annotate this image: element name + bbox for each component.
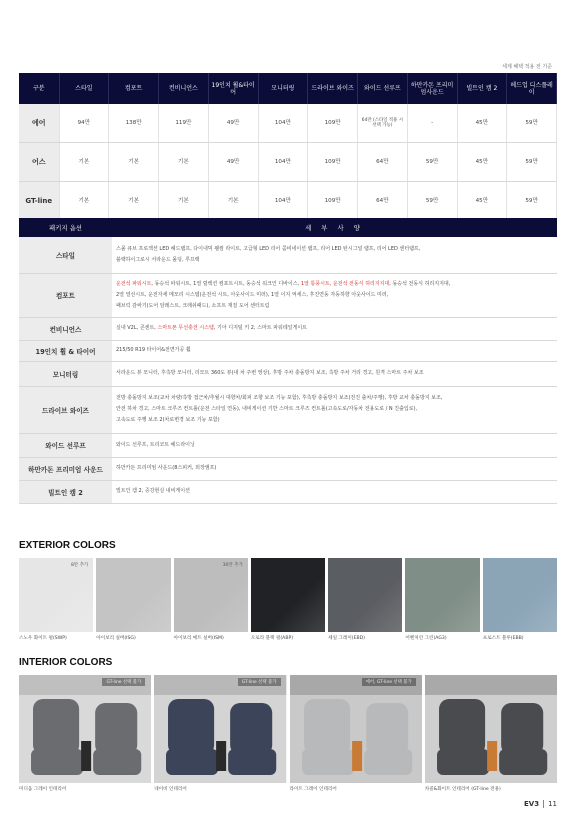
price-cell: 94만 xyxy=(59,104,109,143)
desc-line: 2열 열선시트, 운전자세 메모리 시스템(운전석 시트, 아웃사이드 미러), 1열 이지 억세스, 후진연동 자동하향 아웃사이드 미러, xyxy=(116,291,389,298)
table-row xyxy=(19,457,557,480)
interior-label: 라이트 그레이 인테리어 xyxy=(289,787,337,792)
color-swatch[interactable] xyxy=(328,558,402,641)
price-cell: 109만 xyxy=(308,104,358,143)
price-cell: 45만 xyxy=(457,143,507,182)
swatch-chip xyxy=(405,558,479,632)
table-row xyxy=(19,317,557,340)
availability-tag: 에어, GT-line 선택 불가 xyxy=(362,678,416,686)
package-desc: 215/50 R19 타이어&전면가공 휠 xyxy=(112,340,557,361)
trim-name: 에어 xyxy=(19,104,59,143)
swatch-label: 아이보리 실버(ISG) xyxy=(96,636,136,641)
color-swatch[interactable] xyxy=(405,558,479,641)
table-row xyxy=(19,433,557,457)
color-swatch[interactable] xyxy=(19,558,93,641)
price-cell: 기본 xyxy=(109,143,159,182)
col-header: 컨비니언스 xyxy=(159,73,209,104)
desc-line: 안전 하차 경고, 스마트 크루즈 컨트롤(운전 스타일 연동), 내비게이션 기반 스마트 크루즈 컨트롤(고속도로/자동차 전용도로 / N 진출입로), xyxy=(116,406,418,412)
price-cell: 59만 xyxy=(407,182,457,221)
interior-option[interactable] xyxy=(425,675,557,792)
package-desc xyxy=(112,386,557,433)
desc-line: 블랙하이그로시 서라운드 몰딩, 루프랙 xyxy=(116,256,200,263)
table-row xyxy=(19,182,557,221)
price-cell: 109만 xyxy=(308,182,358,221)
seat-illustration xyxy=(154,675,286,783)
price-cell: 49만 xyxy=(208,104,258,143)
availability-tag: GT-line 선택 불가 xyxy=(102,678,145,686)
price-cell: 59만 xyxy=(507,104,557,143)
price-cell: 64만 xyxy=(358,143,408,182)
page-number: 11 xyxy=(548,800,557,808)
model-name: EV3 xyxy=(524,800,540,808)
price-cell: 기본 xyxy=(159,182,209,221)
interior-photo xyxy=(425,675,557,783)
interior-label: 네이비 인테리어 xyxy=(154,787,187,792)
col-header: 스타일 xyxy=(59,73,109,104)
col-header: 헤드업 디스플레이 xyxy=(507,73,557,104)
trim-name: GT-line xyxy=(19,182,59,221)
package-desc: 서라운드 뷰 모니터, 후측방 모니터, 리모트 360도 뷰(내 차 주변 영상), 후방 주차 충돌방지 보조, 측방 주차 거리 경고, 원격 스마트 주차 보조 xyxy=(112,361,557,386)
exterior-swatch-list xyxy=(19,558,557,641)
footer-divider xyxy=(543,800,544,808)
package-name: 빌트인 캠 2 xyxy=(19,480,112,503)
col-header: 하만카돈 프리미엄사운드 xyxy=(407,73,457,104)
table-row xyxy=(19,273,557,317)
seat-illustration xyxy=(290,675,422,783)
col-header: 드라이브 와이즈 xyxy=(308,73,358,104)
price-cell: 138만 xyxy=(109,104,159,143)
price-cell: 59만 xyxy=(507,182,557,221)
exterior-colors-title: EXTERIOR COLORS xyxy=(19,540,116,551)
package-name: 19인치 휠 & 타이어 xyxy=(19,340,112,361)
interior-option[interactable] xyxy=(19,675,151,792)
col-header: 구분 xyxy=(19,73,59,104)
swatch-label: 프로스트 블루(EBB) xyxy=(482,636,524,641)
col-header: 모니터링 xyxy=(258,73,308,104)
package-name: 모니터링 xyxy=(19,361,112,386)
swatch-label: 어벤처린 그린(AG3) xyxy=(405,636,447,641)
highlight-text: 1열 통풍시트, 운전석 전동식 허리지지대 xyxy=(300,280,390,287)
price-cell: 119만 xyxy=(159,104,209,143)
interior-option-list xyxy=(19,675,557,792)
desc-line: 전방 충돌방지 보조(교차 차량/측방 접근차/추월시 대향차/회피 조향 보조 기능 포함), 후측방 충돌방지 보조(전진 출차/주행), 후방 교차 충돌방지 보조, xyxy=(116,395,443,401)
highlight-text: 운전석 파워시트 xyxy=(116,280,152,287)
trim-name: 어스 xyxy=(19,143,59,182)
interior-option[interactable] xyxy=(154,675,286,792)
swatch-label: 아이보리 매트 실버(ISM) xyxy=(173,636,224,641)
interior-label: 차콜&화이트 인테리어 (GT-line 전용) xyxy=(424,787,501,792)
package-header-right: 세 부 사 양 xyxy=(112,218,557,237)
price-cell: 109만 xyxy=(308,143,358,182)
package-name: 와이드 선루프 xyxy=(19,433,112,457)
package-desc: 빌트인 캠 2, 증강현실 내비게이션 xyxy=(112,480,557,503)
price-cell: - xyxy=(407,104,457,143)
price-cell: 기본 xyxy=(208,182,258,221)
page-footer xyxy=(524,800,557,808)
price-cell: 기본 xyxy=(159,143,209,182)
interior-photo xyxy=(19,675,151,783)
table-row xyxy=(19,143,557,182)
package-table xyxy=(19,218,557,504)
swatch-chip xyxy=(251,558,325,632)
table-row xyxy=(19,237,557,273)
table-row xyxy=(19,386,557,433)
price-cell: 104만 xyxy=(258,104,308,143)
package-name: 스타일 xyxy=(19,237,112,273)
package-name: 컨비니언스 xyxy=(19,317,112,340)
color-swatch[interactable] xyxy=(174,558,248,641)
desc-text: , 동승석 전동식 허리지지대, xyxy=(389,280,451,287)
desc-line xyxy=(116,279,553,290)
table-row xyxy=(19,480,557,503)
package-header-left: 패키지 옵션 xyxy=(19,218,112,237)
price-cell: 49만 xyxy=(208,143,258,182)
col-header: 19인치 휠&타이어 xyxy=(208,73,258,104)
swatch-chip xyxy=(328,558,402,632)
highlight-text: 스마트폰 무선충전 시스템 xyxy=(157,325,214,331)
price-table xyxy=(19,73,557,221)
package-desc: 하만카돈 프리미엄 사운드(8스피커, 외장앰프) xyxy=(112,457,557,480)
desc-text: , 기아 디지털 키 2, 스마트 파워테일게이트 xyxy=(213,325,307,331)
price-cell: 기본 xyxy=(59,143,109,182)
package-desc xyxy=(112,273,557,317)
price-cell: 104만 xyxy=(258,143,308,182)
swatch-chip xyxy=(96,558,170,632)
price-cell: 45만 xyxy=(457,182,507,221)
price-cell: 기본 xyxy=(109,182,159,221)
price-cell: 64만 (스타일 적용 시 선택 가능) xyxy=(358,104,408,143)
price-cell: 64만 xyxy=(358,182,408,221)
interior-colors-title: INTERIOR COLORS xyxy=(19,657,113,668)
price-cell: 104만 xyxy=(258,182,308,221)
swatch-label: 스노우 화이트 펄(SWP) xyxy=(19,636,67,641)
package-name: 드라이브 와이즈 xyxy=(19,386,112,433)
package-desc xyxy=(112,317,557,340)
desc-text: , 동승석 파워시트, 1열 릴렉션 컴포트시트, 동승석 워크인 디바이스, xyxy=(151,280,301,287)
col-header: 와이드 선루프 xyxy=(358,73,408,104)
price-cell: 59만 xyxy=(407,143,457,182)
table-row xyxy=(19,361,557,386)
desc-line: 스몰 큐브 프로젝션 LED 헤드램프, 다이내믹 웰컴 라이트, 고급형 LED 리어 콤비네이션 램프, 리어 LED 턴시그널 램프, 리어 LED 센터램프, xyxy=(116,245,421,252)
color-swatch[interactable] xyxy=(251,558,325,641)
swatch-chip xyxy=(174,558,248,632)
seat-illustration xyxy=(19,675,151,783)
price-tag: 8만 추가 xyxy=(70,563,89,568)
package-header-row xyxy=(19,218,557,237)
desc-line: 패브릭 감싸기(도어 암레스트, 크래쉬패드), 소프트 재질 도어 센터트림 xyxy=(116,302,270,309)
interior-option[interactable] xyxy=(290,675,422,792)
package-name: 하만카돈 프리미엄 사운드 xyxy=(19,457,112,480)
color-swatch[interactable] xyxy=(483,558,557,641)
price-cell: 기본 xyxy=(59,182,109,221)
swatch-chip xyxy=(19,558,93,632)
swatch-label: 셰일 그레이(EBD) xyxy=(328,636,365,641)
price-tag: 30만 추가 xyxy=(222,563,243,568)
col-header: 빌트인 캠 2 xyxy=(457,73,507,104)
package-desc: 와이드 선루프, 트리코트 헤드라이닝 xyxy=(112,433,557,457)
table-row xyxy=(19,104,557,143)
desc-line: 고속도로 주행 보조 2(차로변경 보조 기능 포함) xyxy=(116,417,220,423)
package-name: 컴포트 xyxy=(19,273,112,317)
interior-label: 미디움 그레이 인테리어 xyxy=(19,787,67,792)
interior-photo xyxy=(290,675,422,783)
price-cell: 45만 xyxy=(457,104,507,143)
swatch-chip xyxy=(483,558,557,632)
price-cell: 59만 xyxy=(507,143,557,182)
seat-illustration xyxy=(425,675,557,783)
price-note: 세제 혜택 적용 전 기준 xyxy=(502,64,552,70)
desc-text: 실내 V2L, 콘센트, xyxy=(116,325,158,331)
swatch-label: 오로라 블랙 펄(ABP) xyxy=(250,636,294,641)
price-header-row xyxy=(19,73,557,104)
table-row xyxy=(19,340,557,361)
col-header: 컴포트 xyxy=(109,73,159,104)
availability-tag: GT-line 선택 불가 xyxy=(238,678,281,686)
interior-photo xyxy=(154,675,286,783)
package-desc xyxy=(112,237,557,273)
color-swatch[interactable] xyxy=(96,558,170,641)
